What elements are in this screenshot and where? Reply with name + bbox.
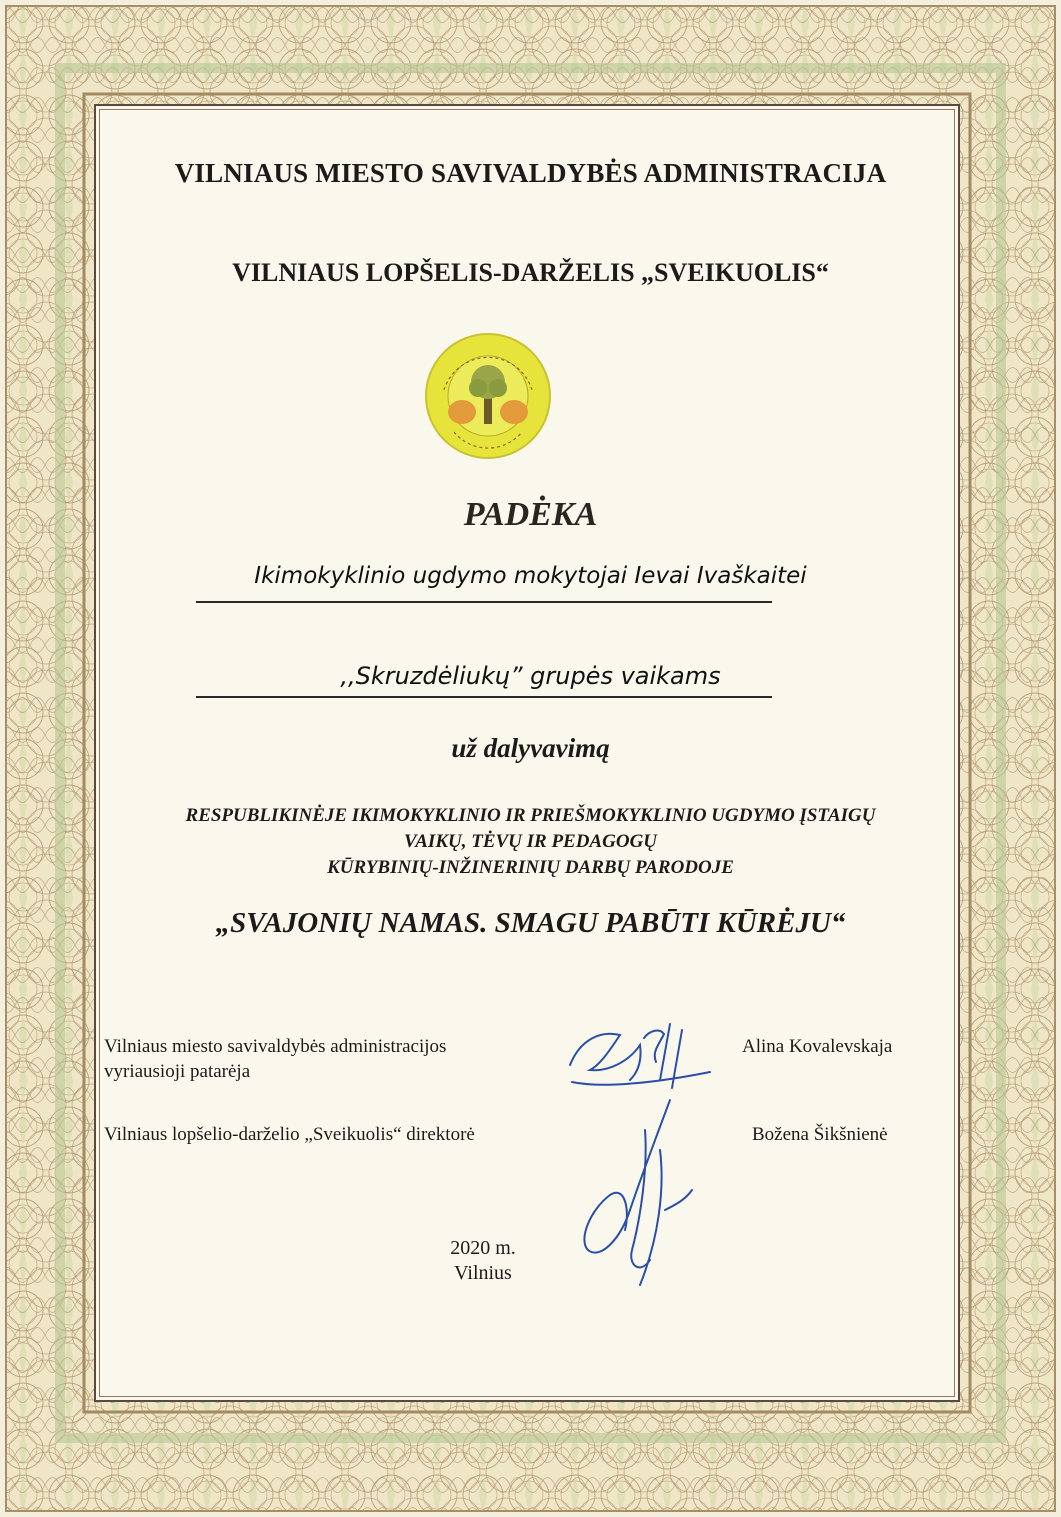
signature-2-icon [570,1090,700,1290]
signatory-1-role-line1: Vilniaus miesto savivaldybės administracijos [104,1036,447,1057]
signatory-2-name: Božena Šikšnienė [752,1124,888,1145]
tree-seal-icon [424,332,552,460]
participation-text: už dalyvavimą [451,733,610,763]
group-line: ,,Skruzdėliukų” grupės vaikams [340,662,721,690]
certificate-title: PADĖKA [463,496,598,533]
event-line-2: VAIKŲ, TĖVŲ IR PEDAGOGŲ [403,831,658,852]
group-underline [196,696,772,698]
footer-year: 2020 m. [450,1237,516,1259]
institution-heading: VILNIAUS LOPŠELIS-DARŽELIS „SVEIKUOLIS“ [232,258,829,287]
signatory-1-role [104,1034,446,1084]
footer-city: Vilnius [454,1262,512,1284]
recipient-underline [196,601,772,603]
signatory-1-name: Alina Kovalevskaja [742,1036,893,1057]
recipient-line: Ikimokyklinio ugdymo mokytojai Ievai Ivaškaitei [254,563,807,589]
event-line-1: RESPUBLIKINĖJE IKIMOKYKLINIO IR PRIEŠMOKYKLINIO UGDYMO ĮSTAIGŲ [185,805,876,826]
event-line-3: KŪRYBINIŲ-INŽINERINIŲ DARBŲ PARODOJE [327,857,734,878]
administration-heading: VILNIAUS MIESTO SAVIVALDYBĖS ADMINISTRACIJA [174,158,887,188]
signature-1-icon [560,1010,720,1100]
event-name: „SVAJONIŲ NAMAS. SMAGU PABŪTI KŪRĖJU“ [215,907,846,939]
signatory-1-role-line2: vyriausioji patarėja [104,1061,251,1082]
signatory-2-role: Vilniaus lopšelio-darželio „Sveikuolis“ direktorė [104,1124,475,1145]
